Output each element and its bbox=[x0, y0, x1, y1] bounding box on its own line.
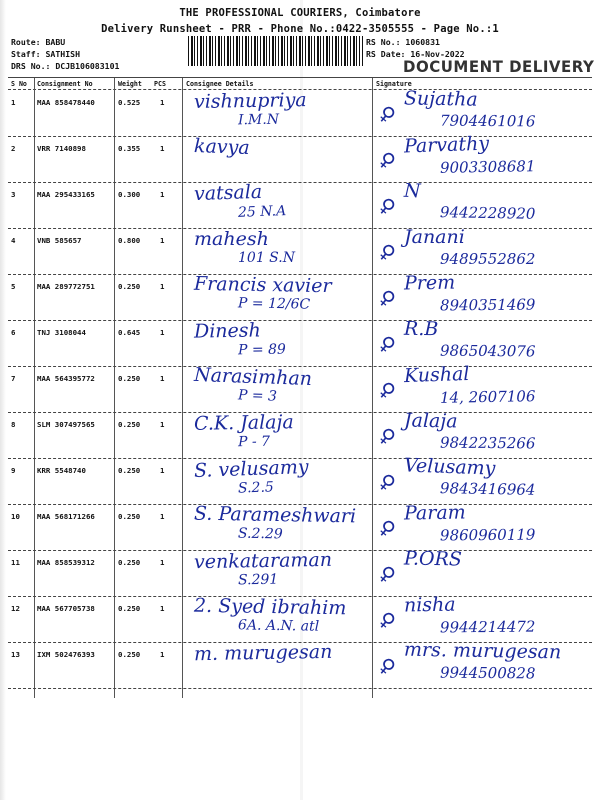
recipient-phone: 14, 2607106 bbox=[439, 387, 536, 407]
consignment-number: MAA 858478440 bbox=[37, 98, 95, 107]
signature-mark: ♀ bbox=[373, 422, 401, 450]
pieces-count: 1 bbox=[160, 190, 165, 199]
serial-number: 1 bbox=[11, 98, 16, 107]
pieces-count: 1 bbox=[160, 650, 165, 659]
consignee-name: venkataraman bbox=[193, 548, 333, 574]
consignment-number: KRR 5548740 bbox=[37, 466, 86, 475]
signature-mark: ♀ bbox=[373, 514, 401, 542]
table-top-rule bbox=[8, 77, 592, 78]
row-separator bbox=[8, 182, 592, 183]
signature-mark: ♀ bbox=[373, 376, 401, 404]
recipient-phone: 9865043076 bbox=[439, 341, 536, 361]
consignment-number: MAA 567705738 bbox=[37, 604, 95, 613]
weight-value: 0.300 bbox=[118, 190, 141, 199]
runsheet-barcode bbox=[188, 36, 363, 66]
recipient-signature: Param bbox=[403, 501, 466, 525]
consignee-name: mahesh bbox=[194, 228, 269, 250]
consignment-number: MAA 564395772 bbox=[37, 374, 95, 383]
recipient-signature: P.ORS bbox=[403, 547, 463, 571]
col-header-sno: S No bbox=[11, 80, 27, 88]
rs-number: RS No.: 1060831 bbox=[366, 37, 440, 47]
signature-mark: ♀ bbox=[373, 330, 401, 358]
weight-value: 0.250 bbox=[118, 374, 141, 383]
col-header-pcs: PCS bbox=[154, 80, 166, 88]
recipient-signature: N bbox=[403, 179, 422, 203]
recipient-phone: 9842235266 bbox=[439, 433, 536, 453]
consignee-name: S. velusamy bbox=[193, 456, 309, 482]
recipient-signature: Janani bbox=[404, 226, 465, 248]
serial-number: 7 bbox=[11, 374, 16, 383]
serial-number: 12 bbox=[11, 604, 20, 613]
serial-number: 5 bbox=[11, 282, 16, 291]
consignee-address: 101 S.N bbox=[238, 250, 295, 266]
consignment-number: MAA 568171266 bbox=[37, 512, 95, 521]
serial-number: 2 bbox=[11, 144, 16, 153]
signature-mark: ♀ bbox=[373, 560, 401, 588]
col-header-consignment: Consignment No bbox=[37, 80, 93, 88]
recipient-phone: 9843416964 bbox=[439, 479, 536, 499]
signature-mark: ♀ bbox=[373, 100, 401, 128]
rs-date: RS Date: 16-Nov-2022 bbox=[366, 49, 465, 59]
consignment-number: MAA 295433165 bbox=[37, 190, 95, 199]
row-separator bbox=[8, 136, 592, 137]
runsheet-subtitle: Delivery Runsheet - PRR - Phone No.:0422-3505555 - Page No.:1 bbox=[101, 23, 499, 35]
recipient-phone: 9944500828 bbox=[439, 663, 536, 683]
consignee-address: I.M.N bbox=[237, 111, 280, 129]
consignee-address: P - 7 bbox=[237, 433, 271, 451]
consignee-name: 2. Syed ibrahim bbox=[193, 594, 347, 620]
pieces-count: 1 bbox=[160, 282, 165, 291]
recipient-signature: Parvathy bbox=[403, 132, 490, 158]
recipient-signature: nisha bbox=[403, 593, 456, 617]
pieces-count: 1 bbox=[160, 328, 165, 337]
signature-mark: ♀ bbox=[373, 192, 401, 220]
recipient-phone: 9489552862 bbox=[440, 250, 536, 268]
consignee-name: m. murugesan bbox=[193, 640, 333, 666]
recipient-signature: R.B bbox=[403, 317, 439, 341]
staff-label: Staff: SATHISH bbox=[11, 49, 81, 59]
recipient-signature: Sujatha bbox=[403, 87, 478, 111]
consignment-number: TNJ 3108044 bbox=[37, 328, 86, 337]
serial-number: 8 bbox=[11, 420, 16, 429]
consignee-name: Francis xavier bbox=[193, 272, 332, 298]
pieces-count: 1 bbox=[160, 236, 165, 245]
recipient-phone: 7904461016 bbox=[439, 111, 536, 131]
weight-value: 0.250 bbox=[118, 604, 141, 613]
signature-mark: ♀ bbox=[373, 284, 401, 312]
weight-value: 0.250 bbox=[118, 282, 141, 291]
consignee-name: Narasimhan bbox=[193, 363, 313, 391]
weight-value: 0.250 bbox=[118, 558, 141, 567]
consignment-number: VRR 7140898 bbox=[37, 144, 86, 153]
serial-number: 13 bbox=[11, 650, 20, 659]
pieces-count: 1 bbox=[160, 604, 165, 613]
consignee-address: P = 89 bbox=[237, 341, 287, 359]
recipient-signature: Velusamy bbox=[403, 454, 496, 480]
consignee-address: 6A. A.N. atl bbox=[237, 617, 320, 635]
document-delivery-stamp: DOCUMENT DELIVERY bbox=[403, 57, 595, 77]
consignee-address: P = 12/6C bbox=[237, 295, 311, 313]
serial-number: 6 bbox=[11, 328, 16, 337]
weight-value: 0.525 bbox=[118, 98, 141, 107]
signature-mark: ♀ bbox=[373, 606, 401, 634]
pieces-count: 1 bbox=[160, 98, 165, 107]
consignment-number: IXM 502476393 bbox=[37, 650, 95, 659]
consignee-address: S.2.29 bbox=[237, 525, 283, 543]
consignee-name: kavya bbox=[193, 135, 251, 159]
weight-value: 0.250 bbox=[118, 420, 141, 429]
pieces-count: 1 bbox=[160, 512, 165, 521]
signature-mark: ♀ bbox=[373, 238, 401, 266]
column-divider bbox=[114, 78, 115, 698]
consignee-name: S. Parameshwari bbox=[193, 502, 357, 528]
weight-value: 0.355 bbox=[118, 144, 141, 153]
weight-value: 0.250 bbox=[118, 512, 141, 521]
col-header-signature: Signature bbox=[376, 80, 412, 88]
serial-number: 4 bbox=[11, 236, 16, 245]
pieces-count: 1 bbox=[160, 558, 165, 567]
signature-mark: ♀ bbox=[373, 468, 401, 496]
pieces-count: 1 bbox=[160, 466, 165, 475]
column-divider bbox=[182, 78, 183, 698]
company-title: THE PROFESSIONAL COURIERS, Coimbatore bbox=[179, 7, 421, 19]
recipient-phone: 9003308681 bbox=[439, 157, 536, 177]
consignment-number: SLM 307497565 bbox=[37, 420, 95, 429]
row-separator bbox=[8, 412, 592, 413]
row-separator bbox=[8, 320, 592, 321]
recipient-phone: 8940351469 bbox=[439, 295, 536, 315]
drs-number: DRS No.: DCJB106083101 bbox=[11, 61, 120, 71]
column-divider bbox=[372, 78, 373, 698]
recipient-phone: 9944214472 bbox=[439, 617, 536, 637]
recipient-signature: Prem bbox=[403, 271, 456, 295]
serial-number: 9 bbox=[11, 466, 16, 475]
consignee-address: S.2.5 bbox=[237, 479, 275, 497]
signature-mark: ♀ bbox=[373, 146, 401, 174]
recipient-signature: Kushal bbox=[403, 362, 470, 388]
col-header-consignee: Consignee Details bbox=[186, 80, 254, 88]
weight-value: 0.250 bbox=[118, 650, 141, 659]
consignee-address: S.291 bbox=[237, 571, 279, 589]
consignment-number: MAA 289772751 bbox=[37, 282, 95, 291]
recipient-signature: mrs. murugesan bbox=[403, 638, 562, 664]
serial-number: 10 bbox=[11, 512, 20, 521]
recipient-phone: 9860960119 bbox=[439, 525, 536, 545]
scan-smear bbox=[300, 0, 303, 800]
pieces-count: 1 bbox=[160, 420, 165, 429]
consignee-address: 25 N.A bbox=[237, 203, 287, 221]
consignee-name: vishnupriya bbox=[193, 89, 307, 113]
recipient-phone: 9442228920 bbox=[439, 203, 536, 223]
column-divider bbox=[34, 78, 35, 698]
recipient-signature: Jalaja bbox=[403, 409, 458, 433]
weight-value: 0.250 bbox=[118, 466, 141, 475]
consignee-name: C.K. Jalaja bbox=[193, 411, 294, 435]
pieces-count: 1 bbox=[160, 374, 165, 383]
consignment-number: MAA 858539312 bbox=[37, 558, 95, 567]
scan-edge-left bbox=[0, 0, 6, 800]
serial-number: 3 bbox=[11, 190, 16, 199]
consignment-number: VNB 585657 bbox=[37, 236, 82, 245]
row-separator bbox=[8, 228, 592, 229]
signature-mark: ♀ bbox=[373, 652, 401, 680]
col-header-weight: Weight bbox=[118, 80, 142, 88]
consignee-name: vatsala bbox=[193, 180, 263, 206]
weight-value: 0.645 bbox=[118, 328, 141, 337]
consignee-address: P = 3 bbox=[237, 387, 278, 405]
consignee-name: Dinesh bbox=[193, 319, 261, 343]
pieces-count: 1 bbox=[160, 144, 165, 153]
route-label: Route: BABU bbox=[11, 37, 66, 47]
serial-number: 11 bbox=[11, 558, 20, 567]
row-separator bbox=[8, 688, 592, 689]
weight-value: 0.800 bbox=[118, 236, 141, 245]
